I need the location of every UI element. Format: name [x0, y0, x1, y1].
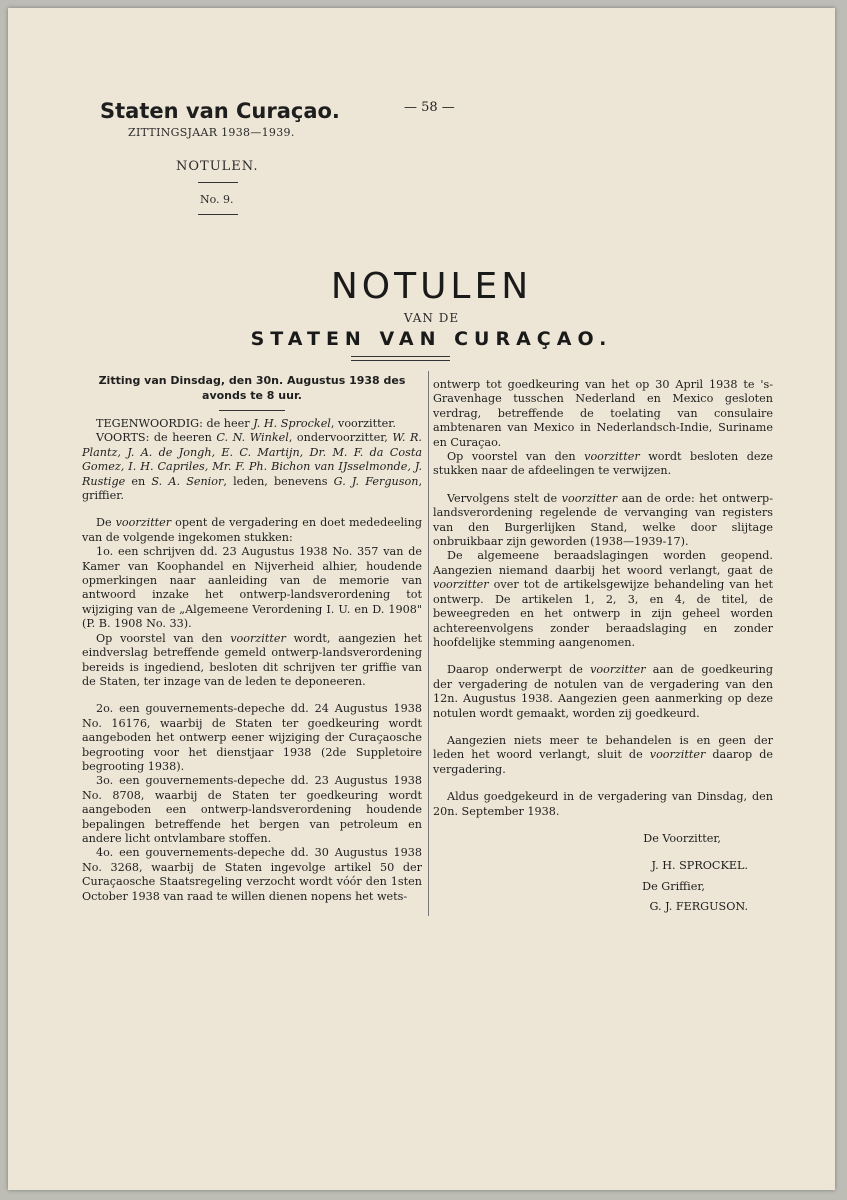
right-column: [433, 378, 773, 915]
present-label: TEGENWOORDIG:: [96, 417, 203, 430]
chair-signature-name: J. H. SPROCKEL.: [651, 859, 748, 873]
also-label: VOORTS:: [96, 431, 150, 445]
section-label: NOTULEN.: [176, 159, 259, 174]
document-number: No. 9.: [200, 193, 234, 206]
clerk-signature-name: G. J. FERGUSON.: [649, 900, 748, 914]
session-heading: Zitting van Dinsdag, den 30n. Augustus 1938 des avonds te 8 uur.: [98, 374, 406, 402]
session-year: ZITTINGSJAAR 1938—1939.: [128, 126, 295, 139]
clerk-title: De Griffier,: [642, 879, 705, 893]
document-page: [8, 8, 835, 1190]
item-4-continued: ontwerp tot goedkeuring van het op 30 April 1938 te 's-Gravenhage tusschen Nederland en Mexico gesloten verdrag, betreffende de toelating van consulaire ambtenaren van Mexico in Nederlandsch-Indie, Suriname en Curaçao.: [433, 378, 773, 449]
item-1: 1o. een schrijven dd. 23 Augustus 1938 No. 357 van de Kamer van Koophandel en Nijverheid alhier, houdende opmerkingen naar aanleiding van de memorie van antwoord inzake het ontwerp-landsverordening tot wijziging van de „Algemeene Verordening I. U. en D. 1908" (P. B. 1908 No. 33).: [82, 545, 422, 631]
header-title: Staten van Curaçao.: [100, 99, 340, 123]
member-names: W. R. Plantz, J. A. de Jongh, E. C. Martijn, Dr. M. F. da Costa Gomez, I. H. Capriles, Mr. F. Ph. Bichon van IJsselmonde, J. Rustige: [82, 431, 422, 488]
divider: [198, 182, 238, 183]
main-title: NOTULEN: [330, 266, 533, 307]
agenda-paragraph: Vervolgens stelt de voorzitter aan de orde: het ontwerp-landsverordening regelende de vervanging van registers van den Burgerlijken Stand, welke door slijtage onbruikbaar zijn geworden (1938—1939-17).: [433, 491, 773, 549]
closing-paragraph: Aangezien niets meer te behandelen is en geen der leden het woord verlangt, sluit de voorzitter daarop de vergadering.: [433, 733, 773, 776]
opening-paragraph: De voorzitter opent de vergadering en doet mededeeling van de volgende ingekomen stukken:: [82, 516, 422, 544]
item-3: 3o. een gouvernements-depeche dd. 23 Augustus 1938 No. 8708, waarbij de Staten ter goedkeuring wordt aangeboden een ontwerp-landsverordening houdende bepalingen betreffende het bergen van petroleum en andere licht ontvlambare stoffen.: [82, 774, 422, 845]
approval-paragraph: Aldus goedgekeurd in de vergadering van Dinsdag, den 20n. September 1938.: [433, 790, 773, 818]
chair-title: De Voorzitter,: [643, 831, 721, 845]
divider: [219, 410, 285, 411]
minutes-paragraph: Daarop onderwerpt de voorzitter aan de goedkeuring der vergadering de notulen van de vergadering van den 12n. Augustus 1938. Aangezien geen aanmerking op deze notulen wordt gemaakt, worden zij goedkeurd.: [433, 663, 773, 720]
column-divider: [428, 371, 429, 916]
divider: [198, 214, 238, 215]
item-4-decision: Op voorstel van den voorzitter wordt besloten deze stukken naar de afdeelingen te verwijzen.: [433, 450, 773, 478]
main-title-van-de: VAN DE: [403, 311, 460, 325]
item-4: 4o. een gouvernements-depeche dd. 30 Augustus 1938 No. 3268, waarbij de Staten ingevolge artikel 50 der Curaçaosche Staatsregeling verzocht wordt vóór den 1sten October 1938 van raad te willen dienen nopens het wets-: [82, 846, 422, 903]
page-number: — 58 —: [404, 100, 455, 115]
left-column: [82, 374, 422, 904]
chair-name: J. H. Sprockel: [253, 417, 331, 430]
item-2: 2o. een gouvernements-depeche dd. 24 Augustus 1938 No. 16176, waarbij de Staten ter goedkeuring wordt aangeboden het ontwerp eener wijziging der Curaçaosche begrooting voor het dienstjaar 1938 (2de Suppletoire begrooting 1938).: [82, 702, 422, 773]
signature-block: [433, 832, 773, 915]
attendance-also: VOORTS: de heeren C. N. Winkel, ondervoorzitter, W. R. Plantz, J. A. de Jongh, E. C. Martijn, Dr. M. F. da Costa Gomez, I. H. Capriles, Mr. F. Ph. Bichon van IJsselmonde, J. Rustige en S. A. Senior, leden, benevens G. J. Ferguson, griffier.: [82, 431, 422, 503]
item-1-decision: Op voorstel van den voorzitter wordt, aangezien het eindverslag betreffende gemeld ontwerp-landsverordening bereids is ingediend, besloten dit schrijven ter griffie van de Staten, ter inzage van de leden te deponeeren.: [82, 631, 422, 688]
attendance-present: TEGENWOORDIG: de heer J. H. Sprockel, voorzitter.: [96, 417, 396, 430]
main-title-staten: STATEN VAN CURAÇAO.: [250, 328, 613, 350]
double-divider: [351, 356, 450, 361]
deliberation-paragraph: De algemeene beraadslagingen worden geopend. Aangezien niemand daarbij het woord verlangt, gaat de voorzitter over tot de artikelsgewijze behandeling van het ontwerp. De artikelen 1, 2, 3, en 4, de titel, de beweegreden en het ontwerp in zijn geheel worden achtereenvolgens zonder beraadslaging en zonder hoofdelijke stemming aangenomen.: [433, 549, 773, 649]
